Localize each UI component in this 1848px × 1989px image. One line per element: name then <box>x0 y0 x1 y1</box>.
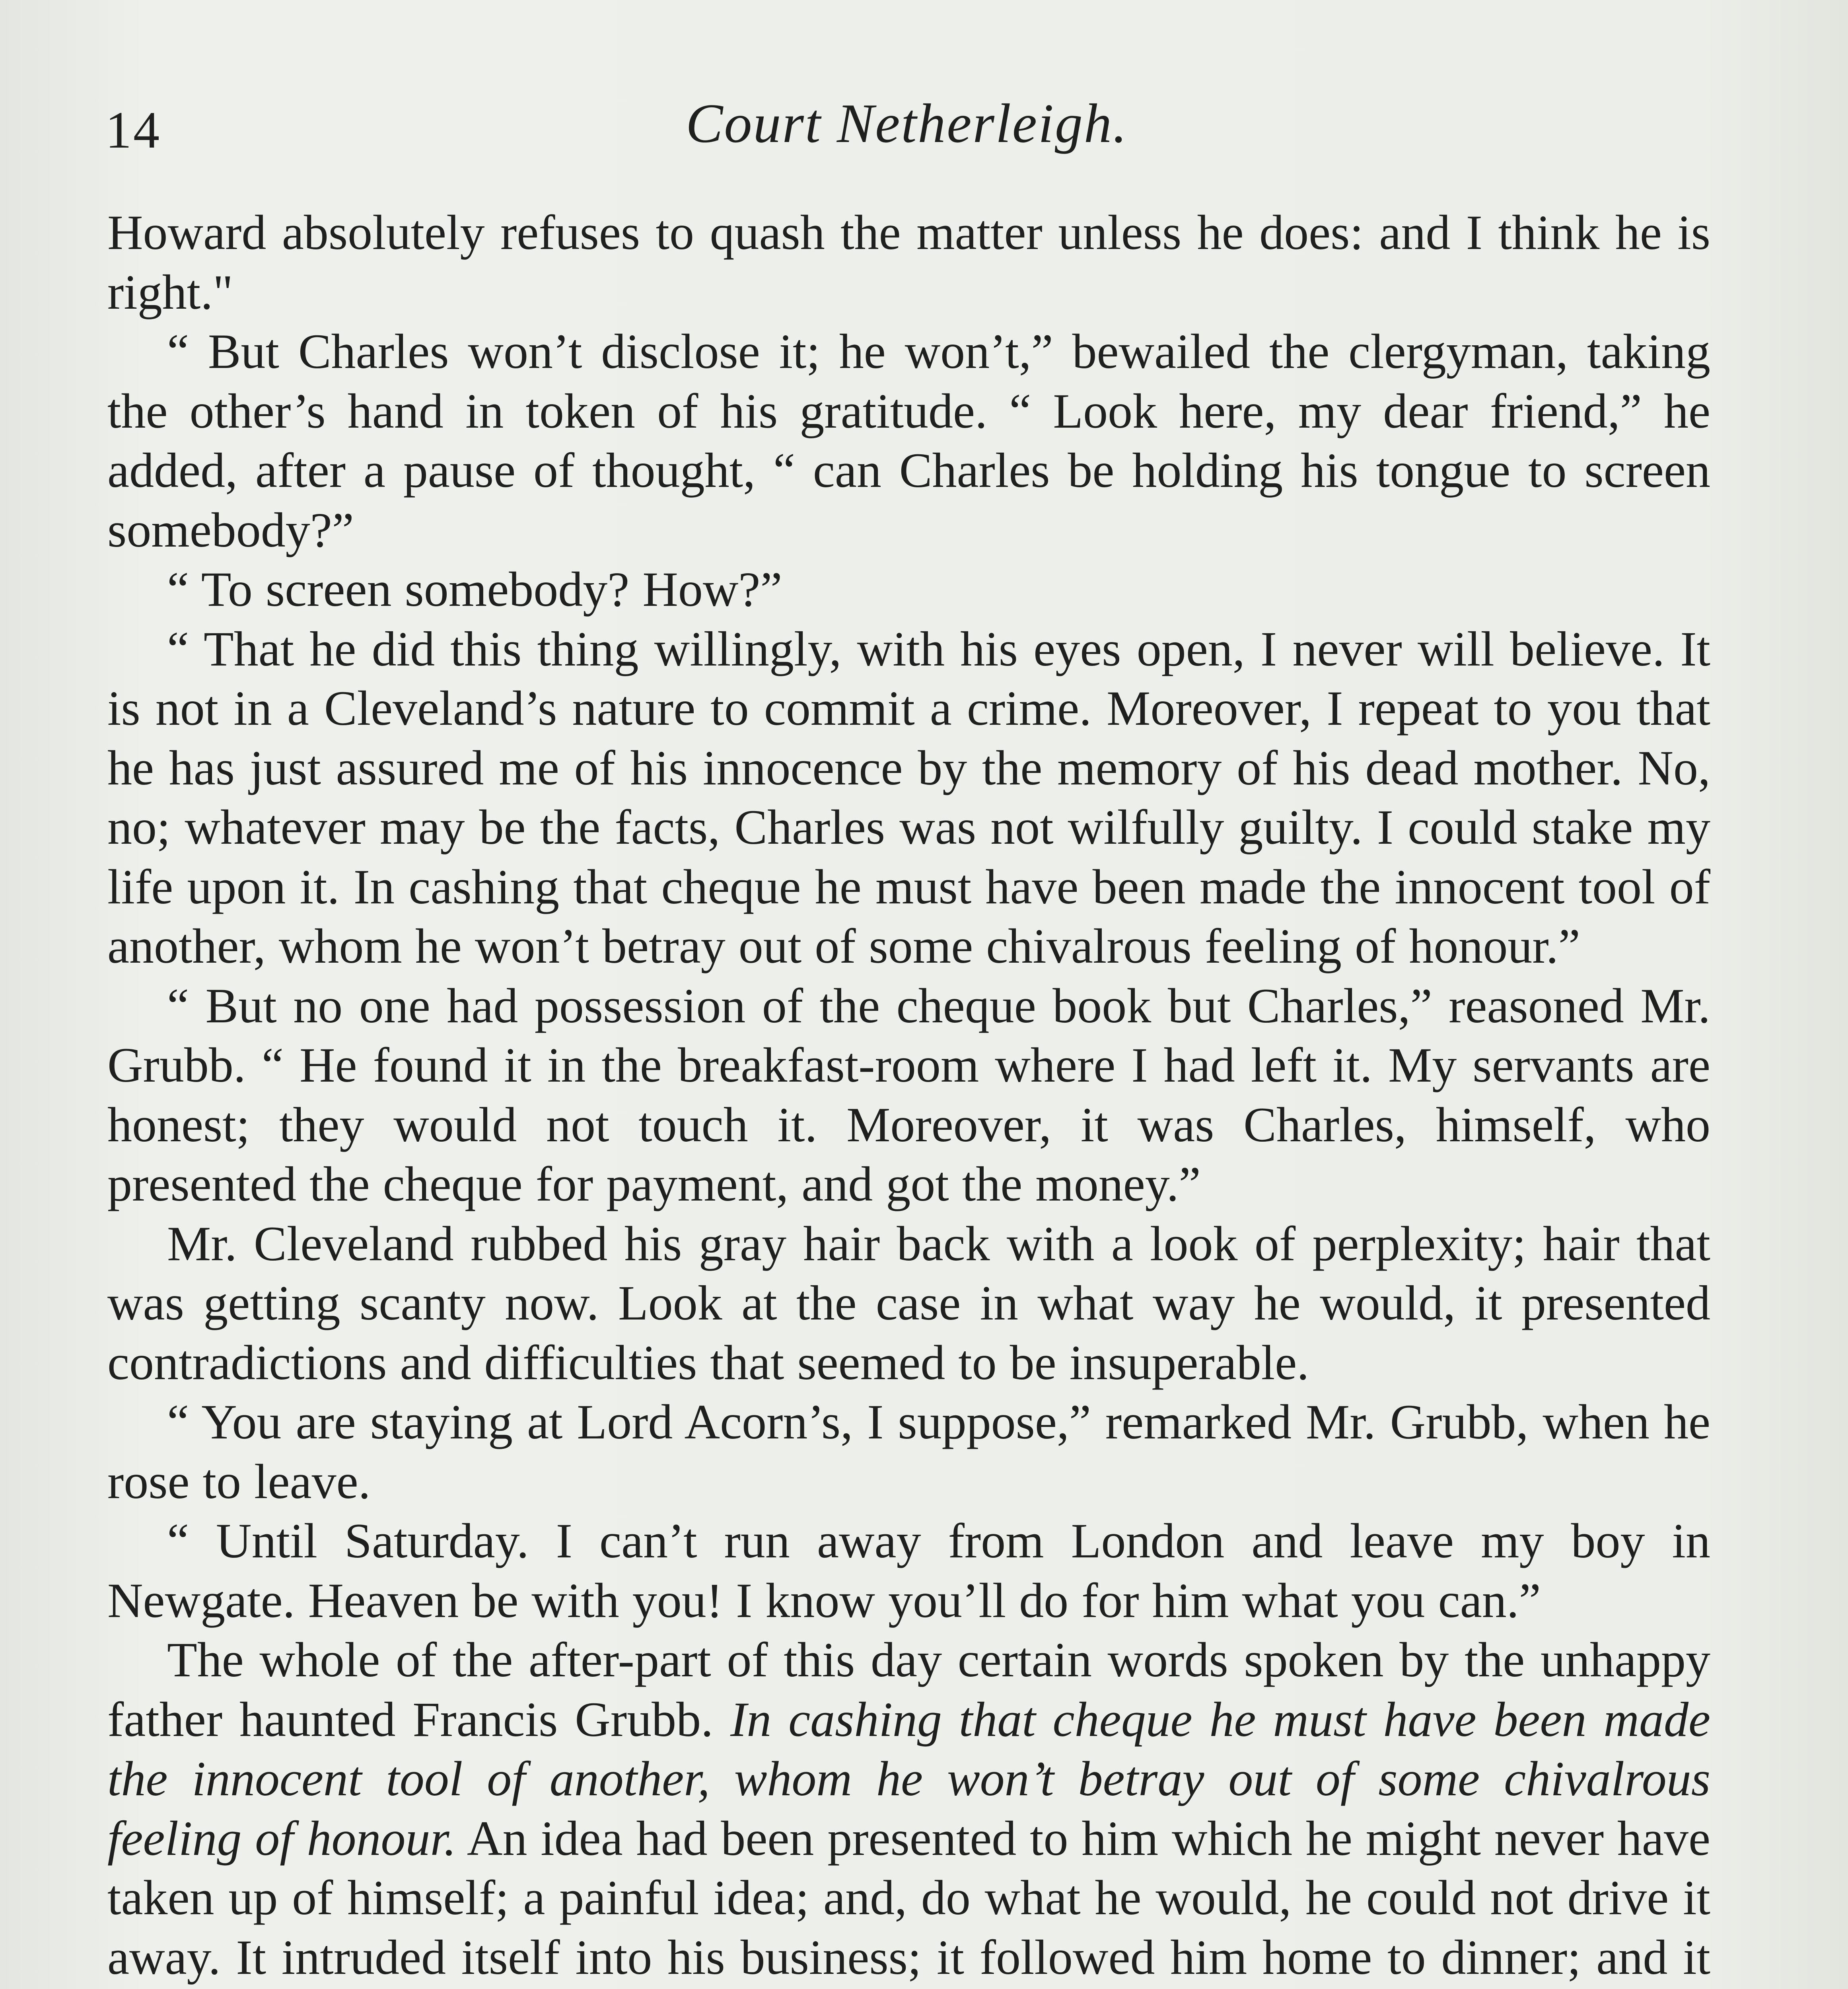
running-title: Court Netherleigh. <box>686 93 1128 154</box>
paragraph-8: “ Until Saturday. I can’t run away from London and leave my boy in Newgate. Heaven be with you! I know you’ll do for him what you can.” <box>107 1514 1710 1628</box>
paragraph-9-text-after: An idea had been presented to him which he might never have taken up of himself; a painful idea; and, do what he would, he could not drive it away. It intruded itself into his business; it followed him home to dinner; and it <box>107 1811 1710 1985</box>
paragraph-9-text-before: The whole of the after-part of this day certain words spoken by the unhappy father haunted Francis Grubb. <box>107 1633 1710 1747</box>
paragraph-6: Mr. Cleveland rubbed his gray hair back with a look of perplexity; hair that was getting scanty now. Look at the case in what way he would, it presented contradictions and difficulties that seemed to be insuperable. <box>107 1216 1710 1390</box>
body-text <box>107 203 1710 1989</box>
paragraph-3: “ To screen somebody? How?” <box>167 562 782 617</box>
paragraph-4: “ That he did this thing willingly, with his eyes open, I never will believe. It is not in a Cleveland’s nature to commit a crime. Moreover, I repeat to you that he has just assured me of his innocence by the memory of his dead mother. No, no; whatever may be the facts, Charles was not wilfully guilty. I could stake my life upon it. In cashing that cheque he must have been made the innocent tool of another, whom he won’t betray out of some chivalrous feeling of honour.” <box>107 621 1710 973</box>
paragraph-9-italic-quote: In cashing that cheque he must have been made the innocent tool of another, whom he won’t betray out of some chivalrous feeling of honour. <box>107 1692 1710 1866</box>
paragraph-9 <box>107 1630 1710 1989</box>
page-number: 14 <box>105 101 161 159</box>
paragraph-1: Howard absolutely refuses to quash the matter unless he does: and I think he is right." <box>107 205 1710 319</box>
page-header <box>105 91 1708 171</box>
paragraph-2: “ But Charles won’t disclose it; he won’t,” bewailed the clergyman, taking the other’s hand in token of his gratitude. “ Look here, my dear friend,” he added, after a pause of thought, “ can Charles be holding his tongue to screen somebody?” <box>107 324 1710 557</box>
paragraph-5: “ But no one had possession of the cheque book but Charles,” reasoned Mr. Grubb. “ He found it in the breakfast-room where I had left it. My servants are honest; they would not touch it. Moreover, it was Charles, himself, who presented the cheque for payment, and got the money.” <box>107 978 1710 1211</box>
paragraph-7: “ You are staying at Lord Acorn’s, I suppose,” remarked Mr. Grubb, when he rose to leave. <box>107 1395 1710 1509</box>
